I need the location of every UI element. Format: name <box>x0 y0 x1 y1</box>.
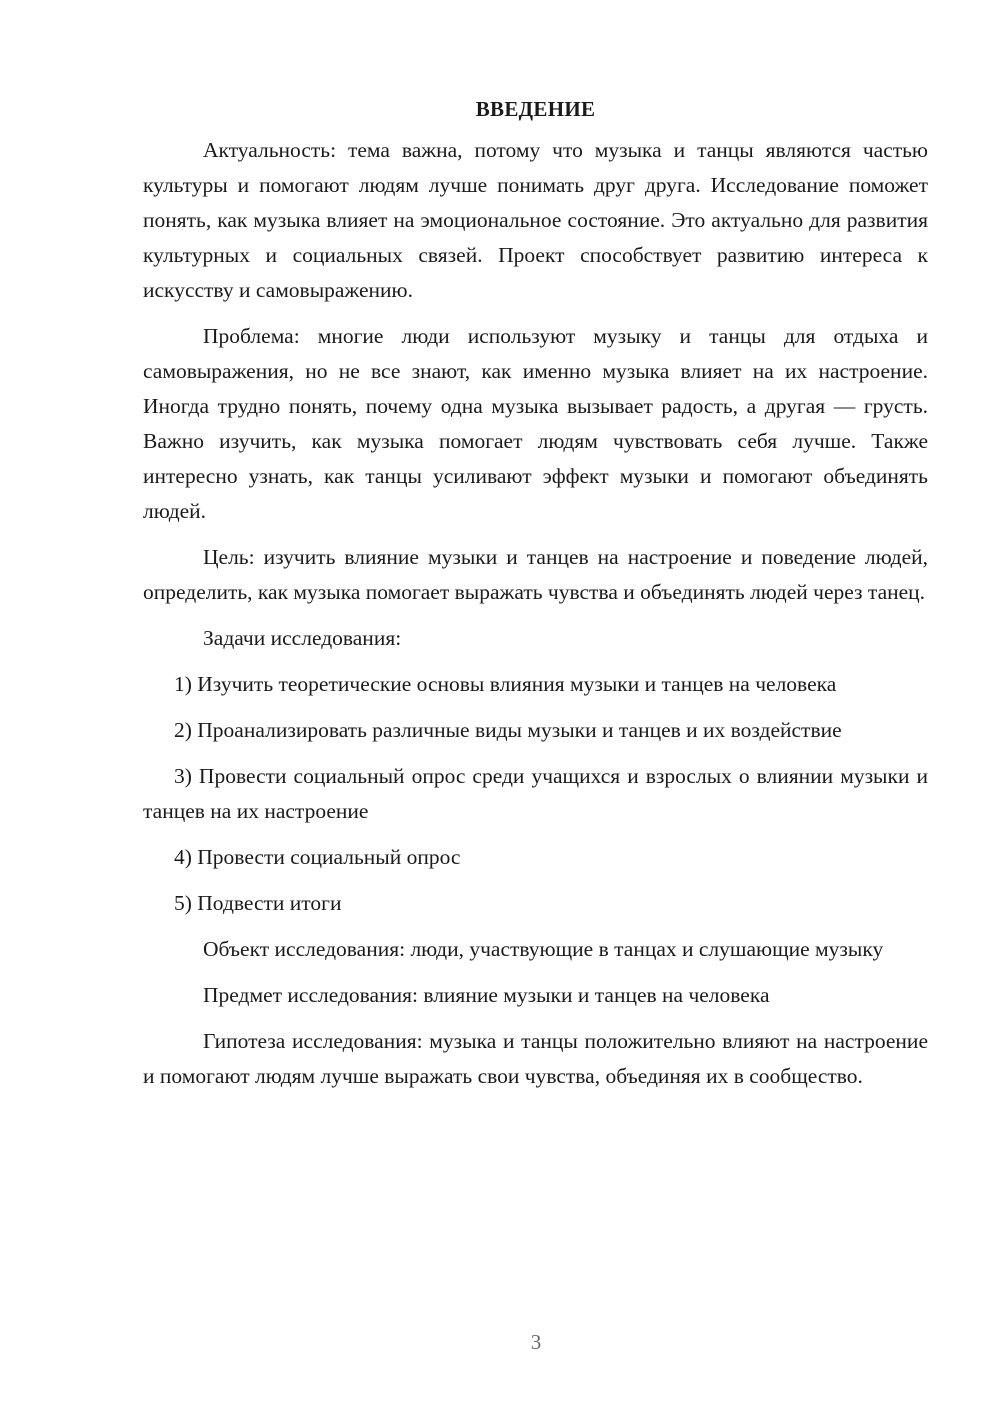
task-item: 1) Изучить теоретические основы влияния музыки и танцев на человека <box>174 672 837 696</box>
relevance-paragraph: Актуальность: тема важна, потому что музыка и танцы являются частью культуры и помогают людям лучше понимать друг друга. Исследование поможет понять, как музыка влияет на эмоциональное состояние. Это актуально для развития культурных и социальных связей. Проект способствует развитию интереса к искусству и самовыражению. <box>143 138 928 302</box>
page-title: ВВЕДЕНИЕ <box>475 97 596 121</box>
problem-paragraph: Проблема: многие люди используют музыку и танцы для отдыха и самовыражения, но не все знают, как именно музыка влияет на их настроение. Иногда трудно понять, почему одна музыка вызывает радость, а другая — грусть. Важно изучить, как музыка помогает людям чувствовать себя лучше. Также интересно узнать, как танцы усиливают эффект музыки и помогают объединять людей. <box>143 324 928 523</box>
hypothesis-paragraph: Гипотеза исследования: музыка и танцы положительно влияют на настроение и помогают людям лучше выражать свои чувства, объединяя их в сообщество. <box>143 1029 928 1088</box>
task-item: 4) Провести социальный опрос <box>174 845 461 869</box>
task-item: 5) Подвести итоги <box>174 891 342 915</box>
goal-paragraph: Цель: изучить влияние музыки и танцев на настроение и поведение людей, определить, как музыка помогает выражать чувства и объединять людей через танец. <box>143 545 928 604</box>
subject-paragraph: Предмет исследования: влияние музыки и танцев на человека <box>203 983 770 1007</box>
object-paragraph: Объект исследования: люди, участвующие в танцах и слушающие музыку <box>203 937 884 961</box>
tasks-list <box>143 667 928 921</box>
tasks-heading: Задачи исследования: <box>203 626 402 650</box>
task-item: 3) Провести социальный опрос среди учащихся и взрослых о влиянии музыки и танцев на их настроение <box>143 764 928 823</box>
task-item: 2) Проанализировать различные виды музыки и танцев и их воздействие <box>174 718 842 742</box>
document-page <box>143 92 928 1094</box>
page-number: 3 <box>530 1330 542 1354</box>
